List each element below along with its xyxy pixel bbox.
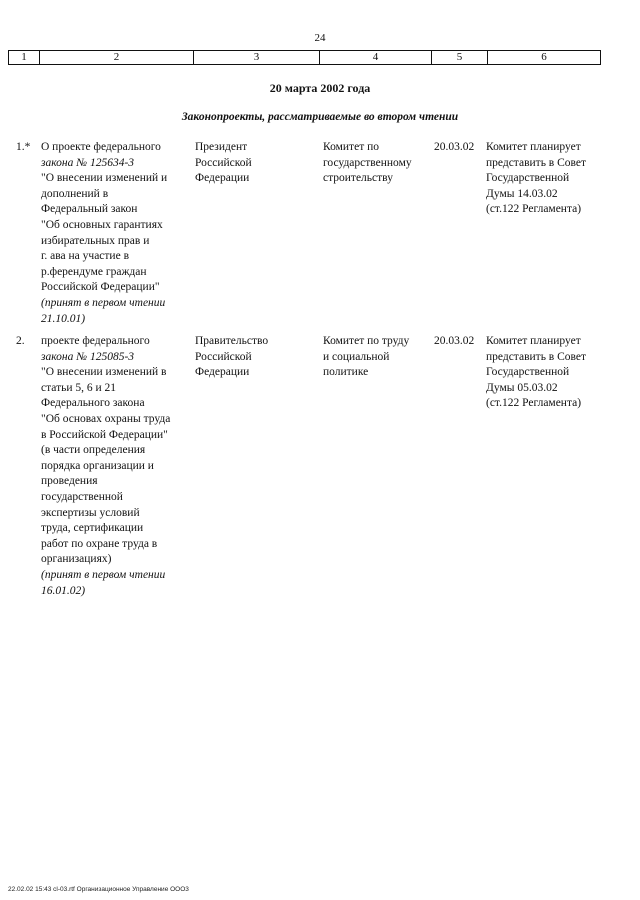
initiator-line: Федерации	[195, 366, 250, 379]
bill-title-line: Федеральный закон	[41, 203, 138, 216]
bill-title-line: Федерального закона	[41, 397, 145, 410]
note-line: представить в Совет	[486, 156, 587, 169]
bill-title-line: "Об основах охраны труда	[41, 412, 171, 425]
committee-line: строительству	[323, 172, 393, 185]
bill-title-line: "Об основных гарантиях	[41, 218, 163, 231]
bill-title-line: труда, сертификации	[41, 522, 144, 535]
bill-title-line: О проекте федерального	[41, 141, 161, 153]
bill-title-line: экспертизы условий	[41, 506, 140, 519]
note-cell	[486, 334, 616, 412]
bill-title-line: "О внесении изменений и	[41, 172, 168, 185]
date-cell: 20.03.02	[434, 141, 475, 153]
committee-line: и социальной	[323, 350, 390, 363]
note-line: Комитет планирует	[486, 141, 581, 153]
date-heading: 20 марта 2002 года	[269, 81, 371, 95]
bill-title-line: избирательных прав и	[41, 234, 150, 247]
bill-title-line: закона № 125085-3	[41, 350, 135, 363]
bill-title-line: закона № 125634-3	[41, 156, 135, 169]
bill-title-line: р.ферендуме граждан	[41, 265, 147, 278]
column-number-5: 5	[432, 51, 488, 64]
bill-title-line: статьи 5, 6 и 21	[41, 381, 117, 394]
note-line: (ст.122 Регламента)	[486, 203, 582, 216]
bill-title-line: порядка организации и	[41, 459, 154, 472]
initiator-line: Российской	[195, 156, 252, 169]
document-footer: 22.02.02 15:43 cl-03.rtf Организационное Управление ООО3	[8, 886, 189, 893]
bill-title-line: (в части определения	[41, 444, 146, 457]
date-cell: 20.03.02	[434, 335, 475, 347]
bill-title-line: "О внесении изменений в	[41, 366, 167, 379]
initiator-line: Федерации	[195, 172, 250, 185]
committee-line: Комитет по труду	[323, 335, 410, 347]
bill-title-cell	[41, 334, 189, 599]
note-line: (ст.122 Регламента)	[486, 397, 582, 410]
committee-cell	[323, 334, 431, 381]
bill-title-line: в Российской Федерации"	[41, 428, 168, 441]
column-number-6: 6	[541, 51, 547, 63]
row-number: 1.*	[16, 141, 31, 153]
bill-title-line: государственной	[41, 490, 123, 503]
bill-title-line: дополнений в	[41, 187, 109, 200]
committee-line: Комитет по	[323, 141, 379, 153]
bill-title-cell	[41, 140, 189, 327]
column-number-3: 3	[194, 51, 320, 64]
initiator-cell	[195, 140, 307, 187]
bill-title-line: (принят в первом чтении	[41, 296, 166, 309]
note-line: Думы 05.03.02	[486, 381, 558, 394]
bill-title-line: проекте федерального	[41, 335, 150, 347]
bill-title-line: Российской Федерации"	[41, 281, 160, 294]
column-number-1: 1	[9, 51, 40, 64]
bill-title-line: проведения	[41, 475, 98, 488]
note-line: Комитет планирует	[486, 335, 581, 347]
column-number-2: 2	[40, 51, 194, 64]
initiator-cell	[195, 334, 307, 381]
bill-title-line: г. ава на участие в	[41, 250, 129, 263]
note-line: Думы 14.03.02	[486, 187, 558, 200]
note-line: Государственной	[486, 366, 570, 379]
initiator-line: Правительство	[195, 335, 269, 347]
bill-title-line: работ по охране труда в	[41, 537, 158, 550]
initiator-line: Президент	[195, 141, 248, 153]
committee-line: политике	[323, 366, 369, 379]
note-line: представить в Совет	[486, 350, 587, 363]
committee-line: государственному	[323, 156, 412, 169]
page-number: 24	[314, 32, 326, 44]
note-line: Государственной	[486, 172, 570, 185]
initiator-line: Российской	[195, 350, 252, 363]
note-cell	[486, 140, 616, 218]
bill-title-line: 16.01.02)	[41, 584, 86, 597]
committee-cell	[323, 140, 431, 187]
row-number: 2.	[16, 335, 25, 347]
bill-title-line: (принят в первом чтении	[41, 568, 166, 581]
bill-title-line: организациях)	[41, 553, 112, 566]
column-number-4: 4	[320, 51, 432, 64]
bill-title-line: 21.10.01)	[41, 312, 86, 325]
section-heading: Законопроекты, рассматриваемые во втором чтении	[181, 111, 459, 123]
column-number-header	[8, 50, 601, 65]
